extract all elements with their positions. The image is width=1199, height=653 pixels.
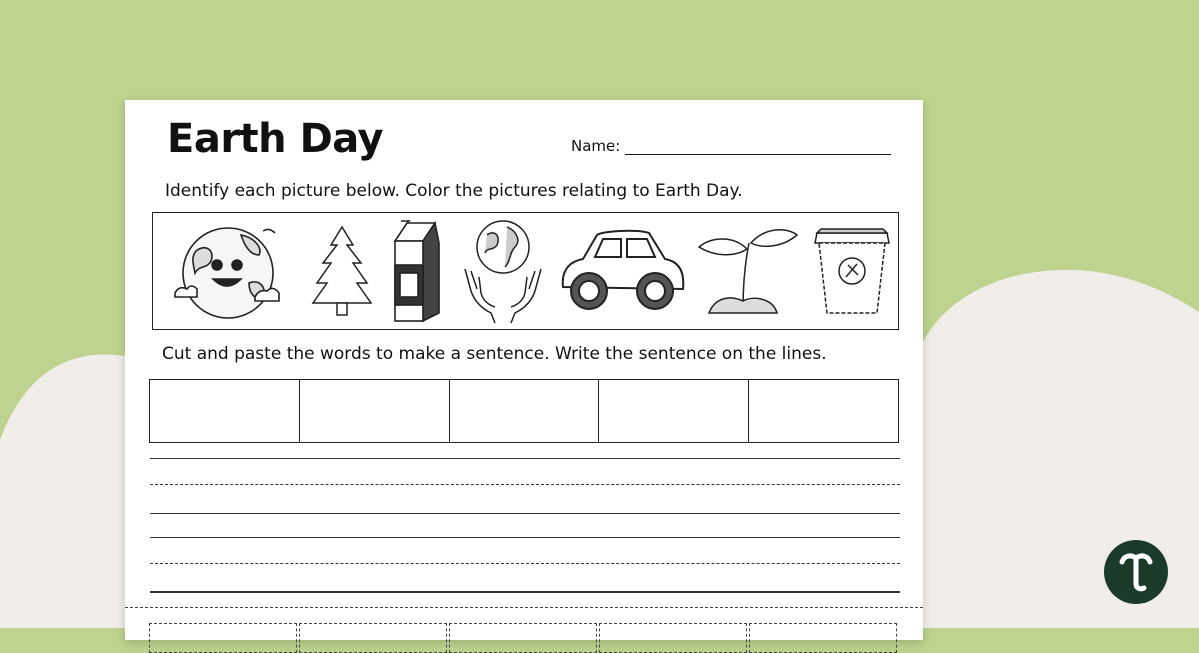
smiling-earth-icon (171, 221, 285, 321)
picture-strip (152, 212, 899, 330)
writing-line-top[interactable] (150, 537, 900, 538)
car-icon (557, 227, 687, 317)
cut-line (125, 607, 923, 608)
writing-line-mid (150, 484, 900, 485)
recycling-bin-icon (811, 217, 895, 325)
worksheet (125, 100, 923, 640)
name-field-line[interactable] (625, 154, 891, 155)
writing-line-base (150, 513, 900, 514)
word-paste-box[interactable] (450, 380, 600, 442)
teach-starter-logo-icon[interactable] (1104, 540, 1168, 604)
word-paste-box[interactable] (599, 380, 749, 442)
word-paste-boxes (149, 379, 899, 443)
writing-line-top[interactable] (150, 458, 900, 459)
pine-tree-icon (309, 223, 375, 319)
sprout-icon (695, 223, 799, 319)
identify-instruction: Identify each picture below. Color the pictures relating to Earth Day. (165, 181, 743, 201)
milk-carton-icon (387, 217, 443, 325)
worksheet-title: Earth Day (167, 116, 384, 162)
name-label: Name: (571, 137, 621, 155)
word-paste-box[interactable] (150, 380, 300, 442)
word-paste-box[interactable] (749, 380, 898, 442)
writing-line-base (150, 591, 900, 593)
word-paste-box[interactable] (300, 380, 450, 442)
hands-holding-globe-icon (461, 217, 545, 325)
writing-line-mid (150, 563, 900, 564)
sentence-instruction: Cut and paste the words to make a sentence. Write the sentence on the lines. (162, 344, 827, 364)
